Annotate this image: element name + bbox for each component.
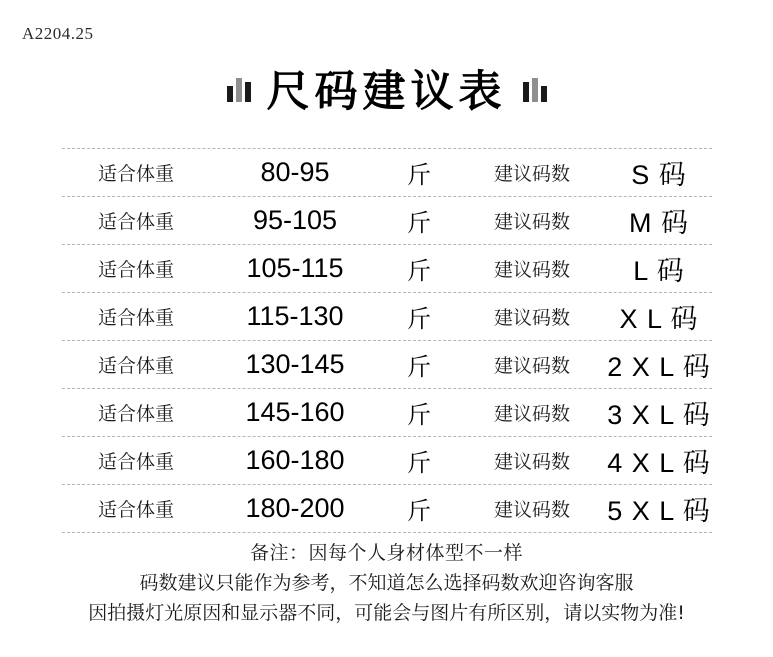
product-code: A2204.25 bbox=[22, 24, 94, 43]
cell-size-value: 2 X L 码 bbox=[607, 352, 711, 382]
cell-weight-unit: 斤 bbox=[407, 497, 431, 525]
cell-weight-label: 适合体重 bbox=[97, 355, 174, 377]
note-line-1: 备注：因每个人身材体型不一样 bbox=[249, 542, 523, 564]
cell-weight-unit: 斤 bbox=[407, 305, 431, 333]
cell-suggest-label: 建议码数 bbox=[493, 163, 570, 185]
cell-weight-label: 适合体重 bbox=[97, 451, 174, 473]
cell-suggest-label: 建议码数 bbox=[493, 355, 570, 377]
cell-weight-label: 适合体重 bbox=[97, 499, 174, 521]
table-row bbox=[62, 245, 712, 293]
cell-weight-unit: 斤 bbox=[407, 401, 431, 429]
cell-weight-label: 适合体重 bbox=[97, 259, 174, 281]
table-row bbox=[62, 293, 712, 341]
cell-suggest-label: 建议码数 bbox=[493, 259, 570, 281]
cell-weight-unit: 斤 bbox=[407, 257, 431, 285]
size-table bbox=[62, 148, 712, 533]
cell-size-value: M 码 bbox=[629, 208, 689, 238]
cell-suggest-label: 建议码数 bbox=[493, 403, 570, 425]
cell-weight-range: 95-105 bbox=[252, 205, 338, 235]
decorative-bars-left-icon bbox=[227, 76, 251, 102]
table-row bbox=[62, 485, 712, 533]
cell-size-value: 4 X L 码 bbox=[607, 448, 711, 478]
notes-block bbox=[0, 538, 773, 628]
table-row bbox=[62, 197, 712, 245]
table-row bbox=[62, 437, 712, 485]
cell-suggest-label: 建议码数 bbox=[493, 211, 570, 233]
cell-size-value: 5 X L 码 bbox=[607, 496, 711, 526]
cell-weight-range: 130-145 bbox=[245, 349, 345, 379]
table-row bbox=[62, 148, 712, 197]
cell-weight-range: 180-200 bbox=[245, 493, 345, 523]
table-row bbox=[62, 341, 712, 389]
cell-weight-range: 145-160 bbox=[245, 397, 345, 427]
cell-weight-label: 适合体重 bbox=[97, 307, 174, 329]
note-line-3: 因拍摄灯光原因和显示器不同，可能会与图片有所区别，请以实物为准! bbox=[88, 602, 685, 624]
cell-weight-range: 105-115 bbox=[246, 253, 344, 283]
cell-weight-label: 适合体重 bbox=[97, 403, 174, 425]
cell-weight-label: 适合体重 bbox=[97, 211, 174, 233]
cell-size-value: X L 码 bbox=[619, 304, 699, 334]
cell-suggest-label: 建议码数 bbox=[493, 307, 570, 329]
cell-weight-range: 160-180 bbox=[245, 445, 345, 475]
cell-suggest-label: 建议码数 bbox=[493, 451, 570, 473]
cell-weight-range: 80-95 bbox=[260, 157, 330, 187]
title-row bbox=[0, 58, 773, 119]
table-row bbox=[62, 389, 712, 437]
cell-weight-unit: 斤 bbox=[407, 353, 431, 381]
cell-weight-range: 115-130 bbox=[246, 301, 344, 331]
cell-suggest-label: 建议码数 bbox=[493, 499, 570, 521]
page-title: 尺码建议表 bbox=[266, 67, 507, 117]
cell-weight-unit: 斤 bbox=[407, 209, 431, 237]
cell-weight-unit: 斤 bbox=[407, 449, 431, 477]
cell-weight-label: 适合体重 bbox=[97, 163, 174, 185]
decorative-bars-right-icon bbox=[523, 76, 547, 102]
cell-size-value: S 码 bbox=[631, 160, 687, 190]
cell-weight-unit: 斤 bbox=[407, 161, 431, 189]
cell-size-value: 3 X L 码 bbox=[607, 400, 711, 430]
cell-size-value: L 码 bbox=[633, 256, 685, 286]
note-line-2: 码数建议只能作为参考，不知道怎么选择码数欢迎咨询客服 bbox=[139, 572, 634, 594]
